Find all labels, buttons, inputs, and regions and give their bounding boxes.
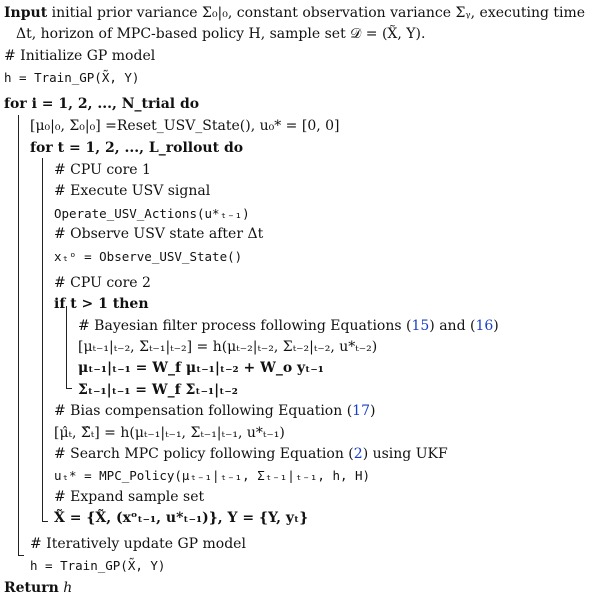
expand-text: X̃ = {X̃, (xᵒₜ₋₁, u*ₜ₋₁)}, Y = {Y, yₜ} [54,510,309,527]
input-text-2: Δt, horizon of MPC-based policy H, sample set 𝒟 = (X̃, Y). [16,26,426,43]
bayes-line-2 [4,358,600,379]
ref-2-link[interactable]: 2 [353,446,363,463]
comment-execute: # Execute USV signal [54,183,211,200]
mpc-line [4,465,600,486]
comment-bias-prefix: # Bias compensation following Equation ( [54,403,353,420]
bayes-text-2: μₜ₋₁|ₜ₋₁ = W_f μₜ₋₁|ₜ₋₂ + W_o yₜ₋₁ [78,360,324,377]
bayes-line-1 [4,337,600,358]
if-text: if t > 1 then [54,296,149,313]
observe-line [4,246,600,267]
input-line-1 [4,3,600,24]
comment-bayes-suffix: ) [493,317,499,334]
comment-expand: # Expand sample set [54,488,205,505]
ref-16-link[interactable]: 16 [475,317,494,334]
train-init: h = Train_GP(X̃, Y) [4,70,140,86]
expand-line [4,508,600,529]
comment-bayes-line [4,316,600,337]
comment-execute-line [4,181,600,202]
for-inner: for t = 1, 2, ..., L_rollout do [30,139,244,156]
operate-text: Operate_USV_Actions(u*ₜ₋₁) [54,205,250,221]
ref-17-link[interactable]: 17 [352,403,370,420]
comment-bayes-prefix: # Bayesian filter process following Equations ( [78,317,412,334]
input-line-2 [4,24,600,45]
comment-core1-line [4,160,600,181]
input-label: Input [4,5,48,21]
ref-15-link[interactable]: 15 [411,317,430,334]
comment-search-suffix: ) using UKF [362,446,448,463]
reset-text: [μ₀|₀, Σ₀|₀] =Reset_USV_State(), u₀* = [0, 0] [30,117,340,134]
if-line [4,294,600,315]
comment-core2: # CPU core 2 [54,274,151,291]
for-inner-line [4,137,600,160]
bayes-text-3: Σₜ₋₁|ₜ₋₁ = W_f Σₜ₋₁|ₜ₋₂ [78,381,238,398]
for-outer: for i = 1, 2, ..., N_trial do [4,95,200,112]
train-init-line [4,67,600,88]
bias-line [4,423,600,444]
comment-bias-line [4,401,600,422]
algorithm-block [4,3,600,600]
reset-line [4,116,600,137]
return-label: Return [4,580,59,597]
comment-update-line [4,534,600,555]
bayes-line-3 [4,380,600,401]
comment-observe-line [4,224,600,245]
comment-core1: # CPU core 1 [54,161,151,178]
return-line [4,578,600,599]
comment-search-prefix: # Search MPC policy following Equation ( [54,446,354,463]
comment-bayes-mid: ) and ( [429,317,476,334]
comment-search-line [4,444,600,465]
observe-text: xₜᵒ = Observe_USV_State() [54,248,243,264]
train-update-line [4,555,600,576]
comment-init-line [4,46,600,67]
comment-update: # Iteratively update GP model [30,535,246,552]
return-value: h [63,580,73,597]
comment-core2-line [4,273,600,294]
train-update: h = Train_GP(X̃, Y) [30,557,166,573]
comment-expand-line [4,487,600,508]
mpc-text: uₜ* = MPC_Policy(μₜ₋₁|ₜ₋₁, Σₜ₋₁|ₜ₋₁, h, H) [54,468,371,484]
comment-observe: # Observe USV state after Δt [54,226,264,243]
bias-text: [μ̂ₜ, Σ̂ₜ] = h(μₜ₋₁|ₜ₋₁, Σₜ₋₁|ₜ₋₁, u*ₜ₋₁) [54,424,285,441]
for-outer-line [4,93,600,116]
bayes-text-1: [μₜ₋₁|ₜ₋₂, Σₜ₋₁|ₜ₋₂] = h(μₜ₋₂|ₜ₋₂, Σₜ₋₂|ₜ₋₂, u*ₜ₋₂) [78,339,378,356]
comment-init: # Initialize GP model [4,47,156,64]
operate-line [4,203,600,224]
comment-bias-suffix: ) [369,403,376,420]
input-text-1: initial prior variance Σ₀|₀, constant observation variance Σᵧ, executing time [51,5,586,21]
